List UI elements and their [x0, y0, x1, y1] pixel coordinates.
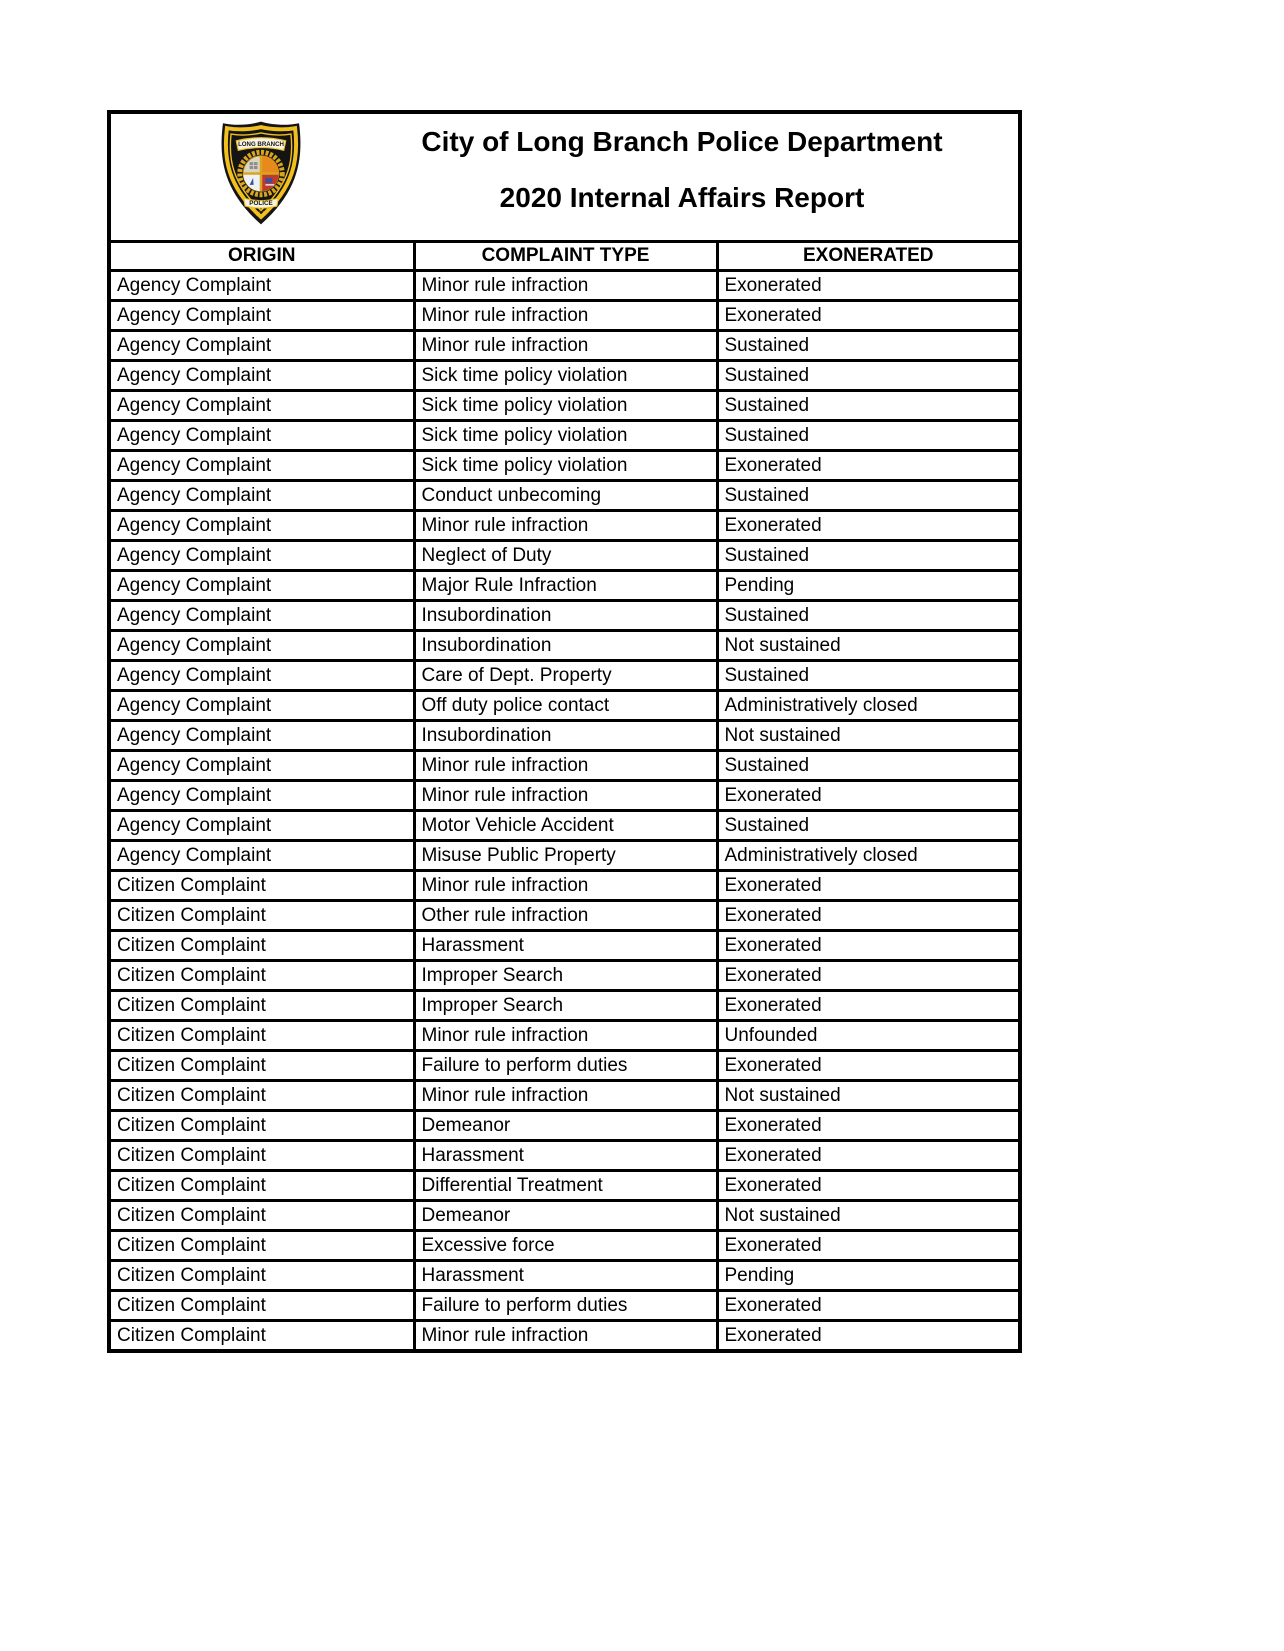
column-header-row	[109, 242, 1020, 271]
cell-complaint-type: Harassment	[414, 1141, 717, 1171]
cell-origin: Agency Complaint	[109, 751, 414, 781]
column-header-exonerated: EXONERATED	[717, 242, 1020, 271]
cell-complaint-type: Motor Vehicle Accident	[414, 811, 717, 841]
title-row	[109, 112, 1020, 242]
table-row	[109, 451, 1020, 481]
cell-origin: Agency Complaint	[109, 811, 414, 841]
column-header-origin: ORIGIN	[109, 242, 414, 271]
report-table	[107, 110, 1022, 1353]
table-row	[109, 961, 1020, 991]
cell-disposition: Pending	[717, 1261, 1020, 1291]
cell-disposition: Sustained	[717, 541, 1020, 571]
cell-origin: Agency Complaint	[109, 571, 414, 601]
cell-origin: Agency Complaint	[109, 331, 414, 361]
cell-disposition: Exonerated	[717, 781, 1020, 811]
cell-complaint-type: Harassment	[414, 1261, 717, 1291]
cell-disposition: Exonerated	[717, 301, 1020, 331]
cell-origin: Agency Complaint	[109, 481, 414, 511]
cell-disposition: Sustained	[717, 751, 1020, 781]
police-badge-icon	[219, 120, 303, 226]
cell-origin: Agency Complaint	[109, 421, 414, 451]
cell-complaint-type: Insubordination	[414, 721, 717, 751]
cell-disposition: Sustained	[717, 601, 1020, 631]
cell-complaint-type: Sick time policy violation	[414, 451, 717, 481]
table-row	[109, 1141, 1020, 1171]
table-row	[109, 1261, 1020, 1291]
cell-complaint-type: Failure to perform duties	[414, 1291, 717, 1321]
table-row	[109, 301, 1020, 331]
cell-complaint-type: Demeanor	[414, 1201, 717, 1231]
cell-origin: Agency Complaint	[109, 301, 414, 331]
cell-disposition: Exonerated	[717, 1171, 1020, 1201]
cell-complaint-type: Sick time policy violation	[414, 391, 717, 421]
cell-disposition: Administratively closed	[717, 691, 1020, 721]
cell-disposition: Exonerated	[717, 901, 1020, 931]
table-row	[109, 871, 1020, 901]
cell-disposition: Unfounded	[717, 1021, 1020, 1051]
table-row	[109, 1231, 1020, 1261]
cell-complaint-type: Minor rule infraction	[414, 331, 717, 361]
cell-origin: Agency Complaint	[109, 631, 414, 661]
cell-complaint-type: Minor rule infraction	[414, 871, 717, 901]
cell-disposition: Exonerated	[717, 1231, 1020, 1261]
table-row	[109, 601, 1020, 631]
table-row	[109, 811, 1020, 841]
badge-banner-bottom-label: POLICE	[249, 200, 273, 208]
cell-origin: Agency Complaint	[109, 541, 414, 571]
cell-complaint-type: Neglect of Duty	[414, 541, 717, 571]
cell-disposition: Administratively closed	[717, 841, 1020, 871]
cell-complaint-type: Demeanor	[414, 1111, 717, 1141]
table-row	[109, 991, 1020, 1021]
cell-origin: Agency Complaint	[109, 391, 414, 421]
cell-origin: Citizen Complaint	[109, 1171, 414, 1201]
titles-area	[346, 114, 1018, 240]
cell-complaint-type: Conduct unbecoming	[414, 481, 717, 511]
table-row	[109, 421, 1020, 451]
cell-disposition: Sustained	[717, 361, 1020, 391]
cell-origin: Agency Complaint	[109, 271, 414, 301]
cell-disposition: Exonerated	[717, 961, 1020, 991]
table-row	[109, 721, 1020, 751]
cell-origin: Citizen Complaint	[109, 1111, 414, 1141]
column-header-complaint-type: COMPLAINT TYPE	[414, 242, 717, 271]
cell-origin: Citizen Complaint	[109, 1201, 414, 1231]
cell-complaint-type: Failure to perform duties	[414, 1051, 717, 1081]
logo-area	[111, 114, 346, 240]
cell-origin: Citizen Complaint	[109, 1261, 414, 1291]
cell-origin: Agency Complaint	[109, 841, 414, 871]
cell-disposition: Sustained	[717, 391, 1020, 421]
cell-complaint-type: Minor rule infraction	[414, 781, 717, 811]
cell-disposition: Exonerated	[717, 1291, 1020, 1321]
cell-complaint-type: Sick time policy violation	[414, 361, 717, 391]
cell-complaint-type: Minor rule infraction	[414, 1321, 717, 1352]
table-row	[109, 1111, 1020, 1141]
cell-origin: Agency Complaint	[109, 451, 414, 481]
cell-origin: Citizen Complaint	[109, 991, 414, 1021]
cell-disposition: Pending	[717, 571, 1020, 601]
table-row	[109, 841, 1020, 871]
cell-complaint-type: Minor rule infraction	[414, 1021, 717, 1051]
cell-complaint-type: Harassment	[414, 931, 717, 961]
table-row	[109, 331, 1020, 361]
table-row	[109, 931, 1020, 961]
cell-complaint-type: Minor rule infraction	[414, 511, 717, 541]
cell-complaint-type: Improper Search	[414, 961, 717, 991]
cell-complaint-type: Differential Treatment	[414, 1171, 717, 1201]
cell-complaint-type: Off duty police contact	[414, 691, 717, 721]
cell-disposition: Exonerated	[717, 511, 1020, 541]
cell-disposition: Exonerated	[717, 871, 1020, 901]
table-row	[109, 1201, 1020, 1231]
cell-complaint-type: Improper Search	[414, 991, 717, 1021]
cell-origin: Agency Complaint	[109, 361, 414, 391]
cell-disposition: Sustained	[717, 331, 1020, 361]
cell-origin: Citizen Complaint	[109, 931, 414, 961]
cell-complaint-type: Minor rule infraction	[414, 1081, 717, 1111]
cell-disposition: Not sustained	[717, 1081, 1020, 1111]
table-row	[109, 1321, 1020, 1352]
cell-complaint-type: Excessive force	[414, 1231, 717, 1261]
cell-disposition: Not sustained	[717, 1201, 1020, 1231]
cell-origin: Citizen Complaint	[109, 961, 414, 991]
cell-disposition: Exonerated	[717, 931, 1020, 961]
title-band	[111, 114, 1018, 240]
cell-origin: Agency Complaint	[109, 661, 414, 691]
cell-complaint-type: Misuse Public Property	[414, 841, 717, 871]
table-row	[109, 691, 1020, 721]
table-row	[109, 541, 1020, 571]
cell-origin: Citizen Complaint	[109, 1321, 414, 1352]
cell-complaint-type: Care of Dept. Property	[414, 661, 717, 691]
cell-disposition: Exonerated	[717, 1321, 1020, 1352]
table-row	[109, 481, 1020, 511]
cell-complaint-type: Minor rule infraction	[414, 271, 717, 301]
table-row	[109, 661, 1020, 691]
cell-origin: Citizen Complaint	[109, 1051, 414, 1081]
cell-origin: Citizen Complaint	[109, 1141, 414, 1171]
cell-disposition: Exonerated	[717, 991, 1020, 1021]
table-row	[109, 781, 1020, 811]
table-row	[109, 1171, 1020, 1201]
table-row	[109, 631, 1020, 661]
cell-disposition: Exonerated	[717, 1111, 1020, 1141]
cell-origin: Agency Complaint	[109, 781, 414, 811]
cell-disposition: Not sustained	[717, 721, 1020, 751]
table-row	[109, 1051, 1020, 1081]
cell-origin: Agency Complaint	[109, 691, 414, 721]
cell-disposition: Not sustained	[717, 631, 1020, 661]
cell-disposition: Exonerated	[717, 1051, 1020, 1081]
cell-complaint-type: Insubordination	[414, 601, 717, 631]
badge-banner-top-label: LONG BRANCH	[238, 141, 284, 149]
table-row	[109, 511, 1020, 541]
report-table-body	[109, 271, 1020, 1352]
cell-complaint-type: Major Rule Infraction	[414, 571, 717, 601]
cell-origin: Agency Complaint	[109, 601, 414, 631]
report-title: City of Long Branch Police Department	[421, 126, 943, 157]
cell-origin: Agency Complaint	[109, 511, 414, 541]
cell-disposition: Sustained	[717, 811, 1020, 841]
table-row	[109, 571, 1020, 601]
cell-complaint-type: Minor rule infraction	[414, 751, 717, 781]
cell-complaint-type: Minor rule infraction	[414, 301, 717, 331]
report-subtitle: 2020 Internal Affairs Report	[499, 182, 865, 213]
cell-complaint-type: Sick time policy violation	[414, 421, 717, 451]
cell-complaint-type: Insubordination	[414, 631, 717, 661]
cell-origin: Citizen Complaint	[109, 1021, 414, 1051]
internal-affairs-report	[107, 110, 1018, 1353]
cell-origin: Citizen Complaint	[109, 1081, 414, 1111]
cell-complaint-type: Other rule infraction	[414, 901, 717, 931]
cell-disposition: Sustained	[717, 481, 1020, 511]
cell-disposition: Sustained	[717, 421, 1020, 451]
badge-state-label: N.J.	[255, 211, 267, 218]
table-row	[109, 1021, 1020, 1051]
table-row	[109, 361, 1020, 391]
cell-origin: Citizen Complaint	[109, 1291, 414, 1321]
cell-disposition: Exonerated	[717, 271, 1020, 301]
table-row	[109, 901, 1020, 931]
cell-disposition: Exonerated	[717, 451, 1020, 481]
cell-disposition: Exonerated	[717, 1141, 1020, 1171]
table-row	[109, 1291, 1020, 1321]
table-row	[109, 1081, 1020, 1111]
cell-origin: Agency Complaint	[109, 721, 414, 751]
table-row	[109, 751, 1020, 781]
cell-origin: Citizen Complaint	[109, 1231, 414, 1261]
table-row	[109, 391, 1020, 421]
table-row	[109, 271, 1020, 301]
cell-origin: Citizen Complaint	[109, 901, 414, 931]
cell-disposition: Sustained	[717, 661, 1020, 691]
cell-origin: Citizen Complaint	[109, 871, 414, 901]
